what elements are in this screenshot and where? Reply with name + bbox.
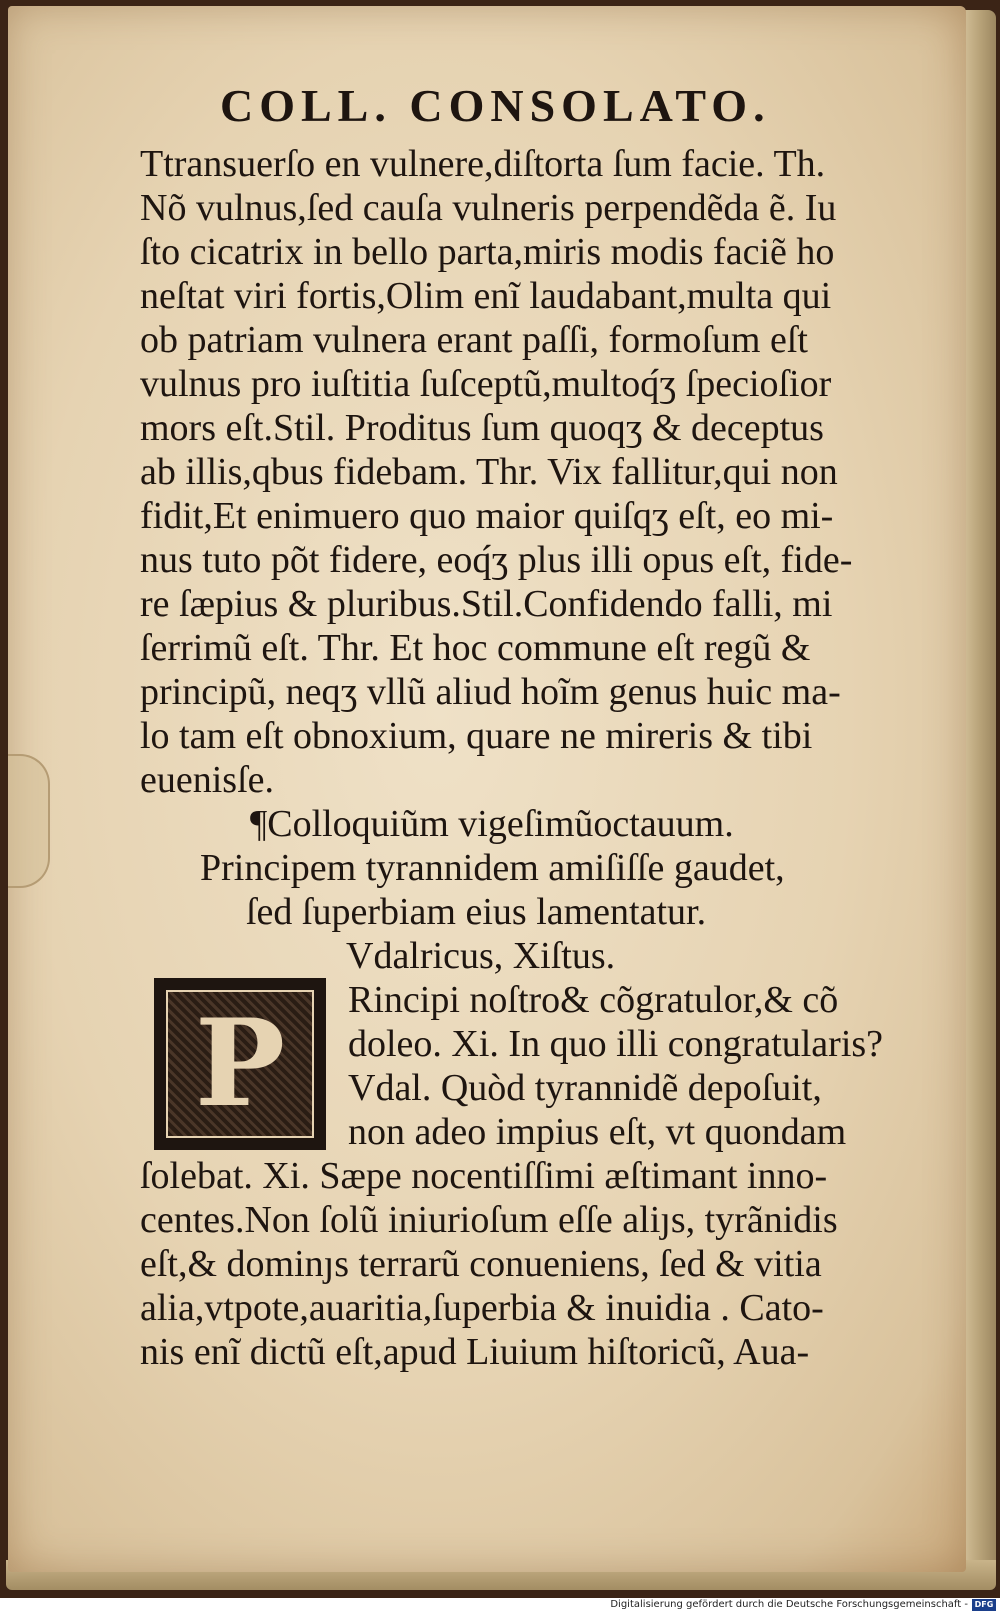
decorated-initial (154, 978, 326, 1150)
running-head: COLL. CONSOLATO. (220, 80, 771, 131)
initial-ornament (166, 990, 314, 1138)
paper-leaf (8, 6, 966, 1572)
body-line: principũ, neqʒ vllũ aliud hoĩm genus huic ma- (140, 671, 841, 713)
body-line: mors eſt.Stil. Proditus ſum quoqʒ & deceptus (140, 407, 824, 449)
body-line: Ttransuerſo en vulnere,diſtorta ſum facie. Th. (140, 143, 826, 185)
body-line: alia,vtpote,auaritia,ſuperbia & inuidia . Cato- (140, 1287, 824, 1329)
body-line: euenisſe. (140, 759, 275, 801)
section-title: ¶Colloquiũm vigeſimũoctauum. (250, 803, 734, 845)
footer-strip (0, 1598, 1000, 1614)
body-line: nis enĩ dictũ eſt,apud Liuium hiſtoricũ, Aua- (140, 1331, 810, 1373)
body-line: centes.Non ſolũ iniurioſum eſſe aliȷs, tyrãnidis (140, 1199, 838, 1241)
body-line: ſerrimũ eſt. Thr. Et hoc commune eſt regũ & (140, 627, 811, 669)
body-line: vulnus pro iuſtitia ſuſceptũ,multoq́ʒ ſpecioſior (140, 363, 832, 405)
body-line: ob patriam vulnera erant paſſi, formoſum eſt (140, 319, 808, 361)
body-line: re ſæpius & pluribus.Stil.Confidendo falli, mi (140, 583, 833, 625)
speaker-names: Vdalricus, Xiſtus. (346, 935, 616, 977)
text-block (140, 80, 940, 1400)
body-line: fidit,Et enimuero quo maior quiſqʒ eſt, eo mi- (140, 495, 834, 537)
page-tab-mark (8, 754, 50, 888)
body-line: ſto cicatrix in bello parta,miris modis faciẽ ho (140, 231, 835, 273)
funding-credit: Digitalisierung gefördert durch die Deutsche Forschungsgemeinschaft - (610, 1599, 968, 1610)
body-line: ab illis,qbus fidebam. Thr. Vix fallitur,qui non (140, 451, 838, 493)
body-line: Rincipi noſtro& cõgratulor,& cõ (348, 979, 839, 1021)
initial-letter: P (194, 993, 286, 1134)
page-edge-right (962, 10, 996, 1570)
body-line: eſt,& dominȷs terrarũ conueniens, ſed & vitia (140, 1243, 822, 1285)
section-subtitle: Principem tyrannidem amiſiſſe gaudet, (200, 847, 785, 889)
dfg-logo: DFG (972, 1599, 996, 1611)
body-line: Vdal. Quòd tyrannidẽ depoſuit, (348, 1067, 822, 1109)
body-line: ſolebat. Xi. Sæpe nocentiſſimi æſtimant inno- (140, 1155, 828, 1197)
body-line: Nõ vulnus,ſed cauſa vulneris perpendẽda ẽ. Iu (140, 187, 837, 229)
body-line: nus tuto põt fidere, eoq́ʒ plus illi opus eſt, fide- (140, 539, 853, 581)
body-line: lo tam eſt obnoxium, quare ne mireris & tibi (140, 715, 813, 757)
body-line: non adeo impius eſt, vt quondam (348, 1111, 847, 1153)
section-subtitle: ſed ſuperbiam eius lamentatur. (246, 891, 707, 933)
body-line: doleo. Xi. In quo illi congratularis? (348, 1023, 884, 1065)
body-line: neſtat viri fortis,Olim enĩ laudabant,multa qui (140, 275, 832, 317)
